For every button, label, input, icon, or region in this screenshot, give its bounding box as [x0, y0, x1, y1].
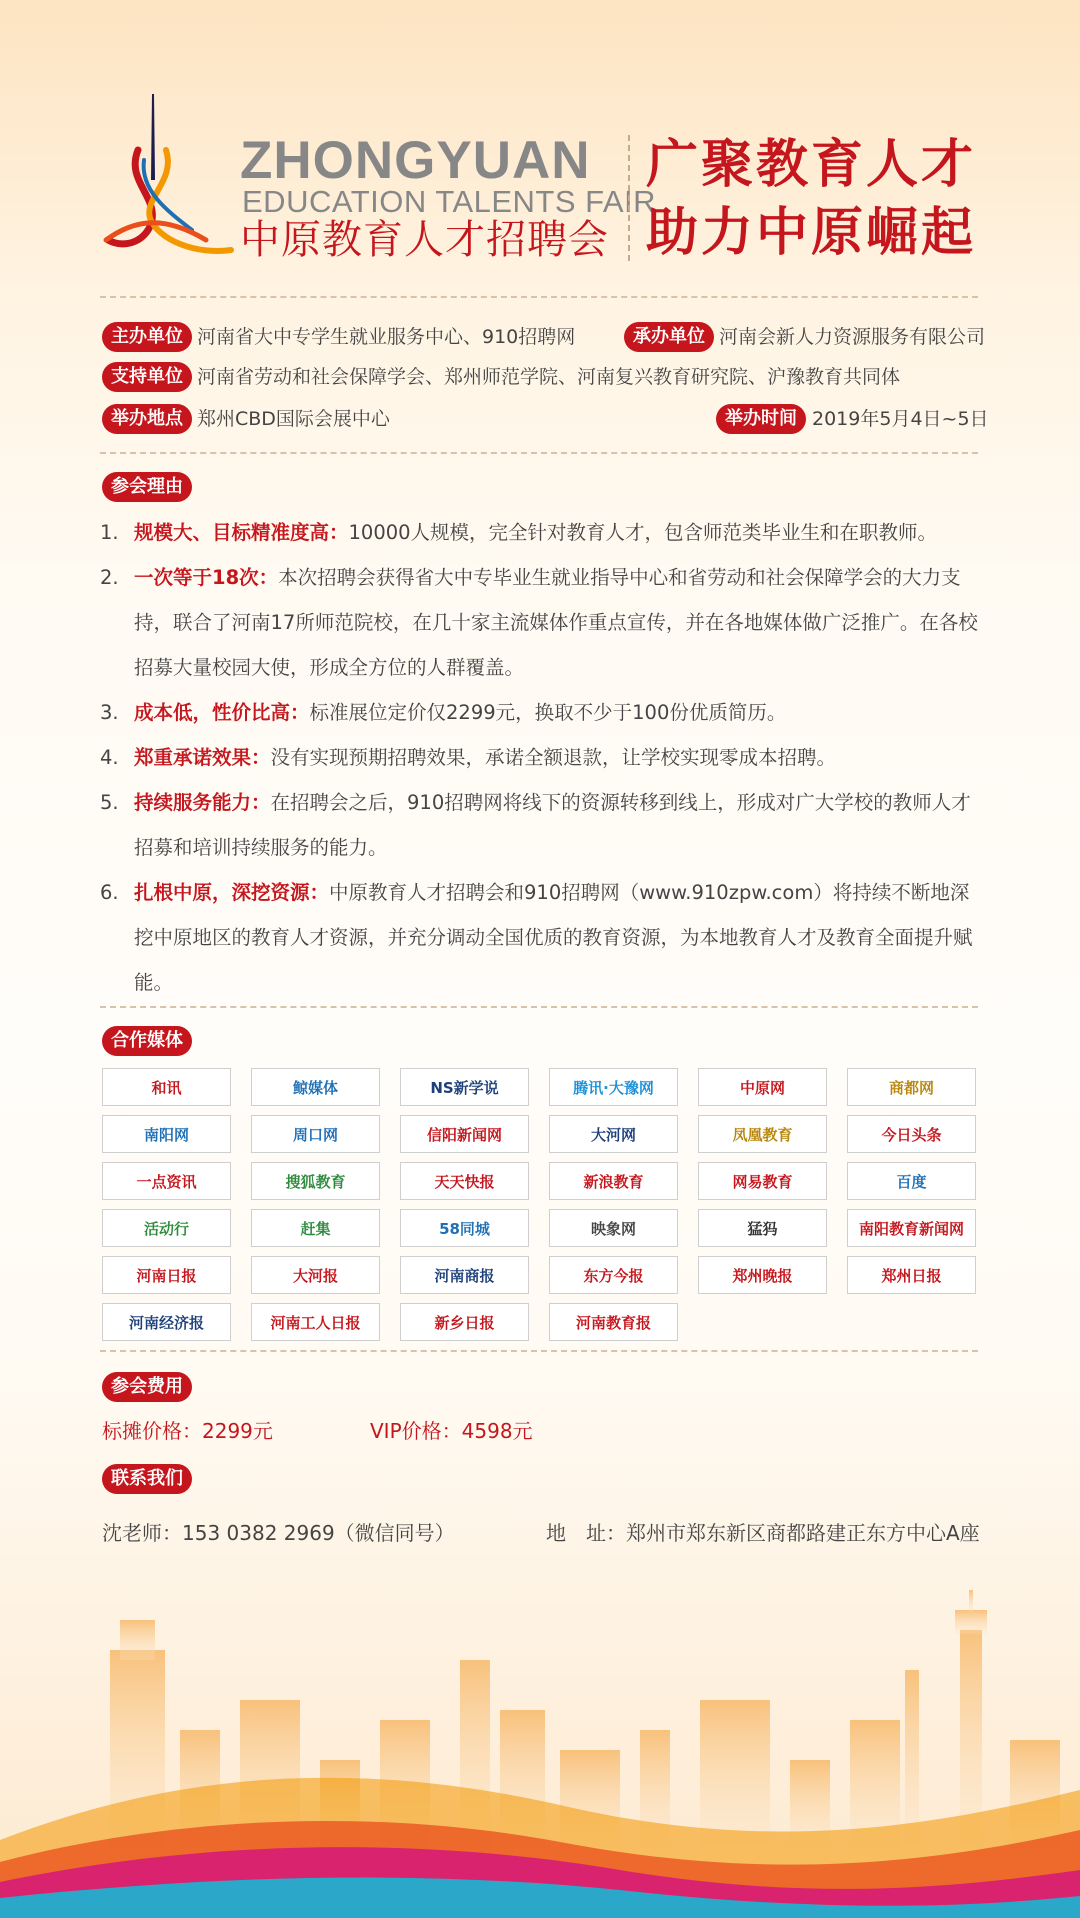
list-item — [100, 555, 980, 690]
item-text: 标准展位定价仅2299元，换取不少于100份优质简历。 — [309, 701, 787, 724]
media-logo: 周口网 — [251, 1115, 380, 1153]
media-logo: 大河报 — [251, 1256, 380, 1294]
media-logo: 腾讯·大豫网 — [549, 1068, 678, 1106]
list-item — [100, 510, 980, 555]
media-logo: 新浪教育 — [549, 1162, 678, 1200]
item-number: 6. — [100, 881, 119, 904]
media-logo: 郑州晚报 — [698, 1256, 827, 1294]
item-text: 没有实现预期招聘效果，承诺全额退款，让学校实现零成本招聘。 — [270, 746, 837, 769]
organizer-value: 河南会新人力资源服务有限公司 — [719, 326, 986, 348]
organizer-label: 承办单位 — [624, 322, 714, 352]
media-logo: 鲸媒体 — [251, 1068, 380, 1106]
media-logo: 猛犸 — [698, 1209, 827, 1247]
item-number: 4. — [100, 746, 119, 769]
media-logo: 一点资讯 — [102, 1162, 231, 1200]
list-item — [100, 690, 980, 735]
item-highlight: 郑重承诺效果： — [134, 746, 271, 769]
item-highlight: 持续服务能力： — [134, 791, 271, 814]
media-logo: 58同城 — [400, 1209, 529, 1247]
time-value: 2019年5月4日~5日 — [812, 408, 989, 430]
contact-person: 沈老师：153 0382 2969（微信同号） — [102, 1521, 455, 1545]
fair-title-cn: 中原教育人才招聘会 — [240, 217, 609, 263]
item-text: 10000人规模，完全针对教育人才，包含师范类毕业生和在职教师。 — [348, 521, 938, 544]
media-logo: 南阳网 — [102, 1115, 231, 1153]
media-logo: 网易教育 — [698, 1162, 827, 1200]
reasons-label: 参会理由 — [102, 472, 192, 502]
item-number: 2. — [100, 566, 119, 589]
city-skyline-decoration — [0, 1590, 1080, 1918]
item-text: 中原教育人才招聘会和910招聘网（www.910zpw.com）将持续不断地深挖中原地区的教育人才资源，并充分调动全国优质的教育资源，为本地教育人才及教育全面提升赋能。 — [134, 881, 973, 994]
divider — [100, 1350, 978, 1352]
venue-label: 举办地点 — [102, 404, 192, 434]
standard-price: 标摊价格：2299元 — [102, 1419, 273, 1443]
venue-value: 郑州CBD国际会展中心 — [197, 408, 390, 430]
item-text: 在招聘会之后，910招聘网将线下的资源转移到线上，形成对广大学校的教师人才招募和培训持续服务的能力。 — [134, 791, 971, 859]
header-divider — [628, 135, 630, 261]
media-logo: 新乡日报 — [400, 1303, 529, 1341]
item-number: 1. — [100, 521, 119, 544]
list-item — [100, 870, 980, 1005]
host-value: 河南省大中专学生就业服务中心、910招聘网 — [197, 326, 576, 348]
media-label: 合作媒体 — [102, 1026, 192, 1056]
fair-subtitle-en: EDUCATION TALENTS FAIR — [242, 184, 657, 219]
item-highlight: 成本低，性价比高： — [134, 701, 310, 724]
media-logo: 信阳新闻网 — [400, 1115, 529, 1153]
media-logo: 天天快报 — [400, 1162, 529, 1200]
item-highlight: 一次等于18次： — [134, 566, 279, 589]
media-logo: 河南商报 — [400, 1256, 529, 1294]
media-logo: 凤凰教育 — [698, 1115, 827, 1153]
contact-address: 地 址：郑州市郑东新区商都路建正东方中心A座 — [546, 1521, 980, 1545]
media-logo: 大河网 — [549, 1115, 678, 1153]
media-logo: 河南经济报 — [102, 1303, 231, 1341]
item-text: 本次招聘会获得省大中专毕业生就业指导中心和省劳动和社会保障学会的大力支持，联合了河南17所师范院校，在几十家主流媒体作重点宣传，并在各地媒体做广泛推广。在各校招募大量校园大使，形成全方位的人群覆盖。 — [134, 566, 978, 679]
support-label: 支持单位 — [102, 362, 192, 392]
media-logo: 河南日报 — [102, 1256, 231, 1294]
media-logo: 东方今报 — [549, 1256, 678, 1294]
media-logo: 商都网 — [847, 1068, 976, 1106]
media-logo: 河南教育报 — [549, 1303, 678, 1341]
media-logo: 搜狐教育 — [251, 1162, 380, 1200]
media-logo: 百度 — [847, 1162, 976, 1200]
media-logo: 和讯 — [102, 1068, 231, 1106]
divider — [100, 1006, 978, 1008]
media-logo: 映象网 — [549, 1209, 678, 1247]
item-highlight: 规模大、目标精准度高： — [134, 521, 349, 544]
media-logo: NS新学说 — [400, 1068, 529, 1106]
item-highlight: 扎根中原，深挖资源： — [134, 881, 330, 904]
media-logo: 今日头条 — [847, 1115, 976, 1153]
item-number: 3. — [100, 701, 119, 724]
fees-label: 参会费用 — [102, 1372, 192, 1402]
divider — [100, 296, 978, 298]
media-logo: 赶集 — [251, 1209, 380, 1247]
media-logo: 郑州日报 — [847, 1256, 976, 1294]
list-item — [100, 780, 980, 870]
support-value: 河南省劳动和社会保障学会、郑州师范学院、河南复兴教育研究院、沪豫教育共同体 — [197, 366, 901, 388]
media-logo: 中原网 — [698, 1068, 827, 1106]
slogan-line-2: 助力中原崛起 — [646, 203, 977, 263]
fair-title-en: ZHONGYUAN — [240, 131, 591, 190]
host-label: 主办单位 — [102, 322, 192, 352]
item-number: 5. — [100, 791, 119, 814]
time-label: 举办时间 — [716, 404, 806, 434]
divider — [100, 452, 978, 454]
list-item — [100, 735, 980, 780]
contact-label: 联系我们 — [102, 1464, 192, 1494]
media-logo: 活动行 — [102, 1209, 231, 1247]
fair-logo-icon — [96, 90, 236, 270]
vip-price: VIP价格：4598元 — [370, 1419, 533, 1443]
slogan-line-1: 广聚教育人才 — [646, 135, 977, 195]
media-logo: 河南工人日报 — [251, 1303, 380, 1341]
media-logo-grid — [102, 1068, 982, 1341]
reasons-list — [100, 510, 980, 1005]
media-logo: 南阳教育新闻网 — [847, 1209, 976, 1247]
